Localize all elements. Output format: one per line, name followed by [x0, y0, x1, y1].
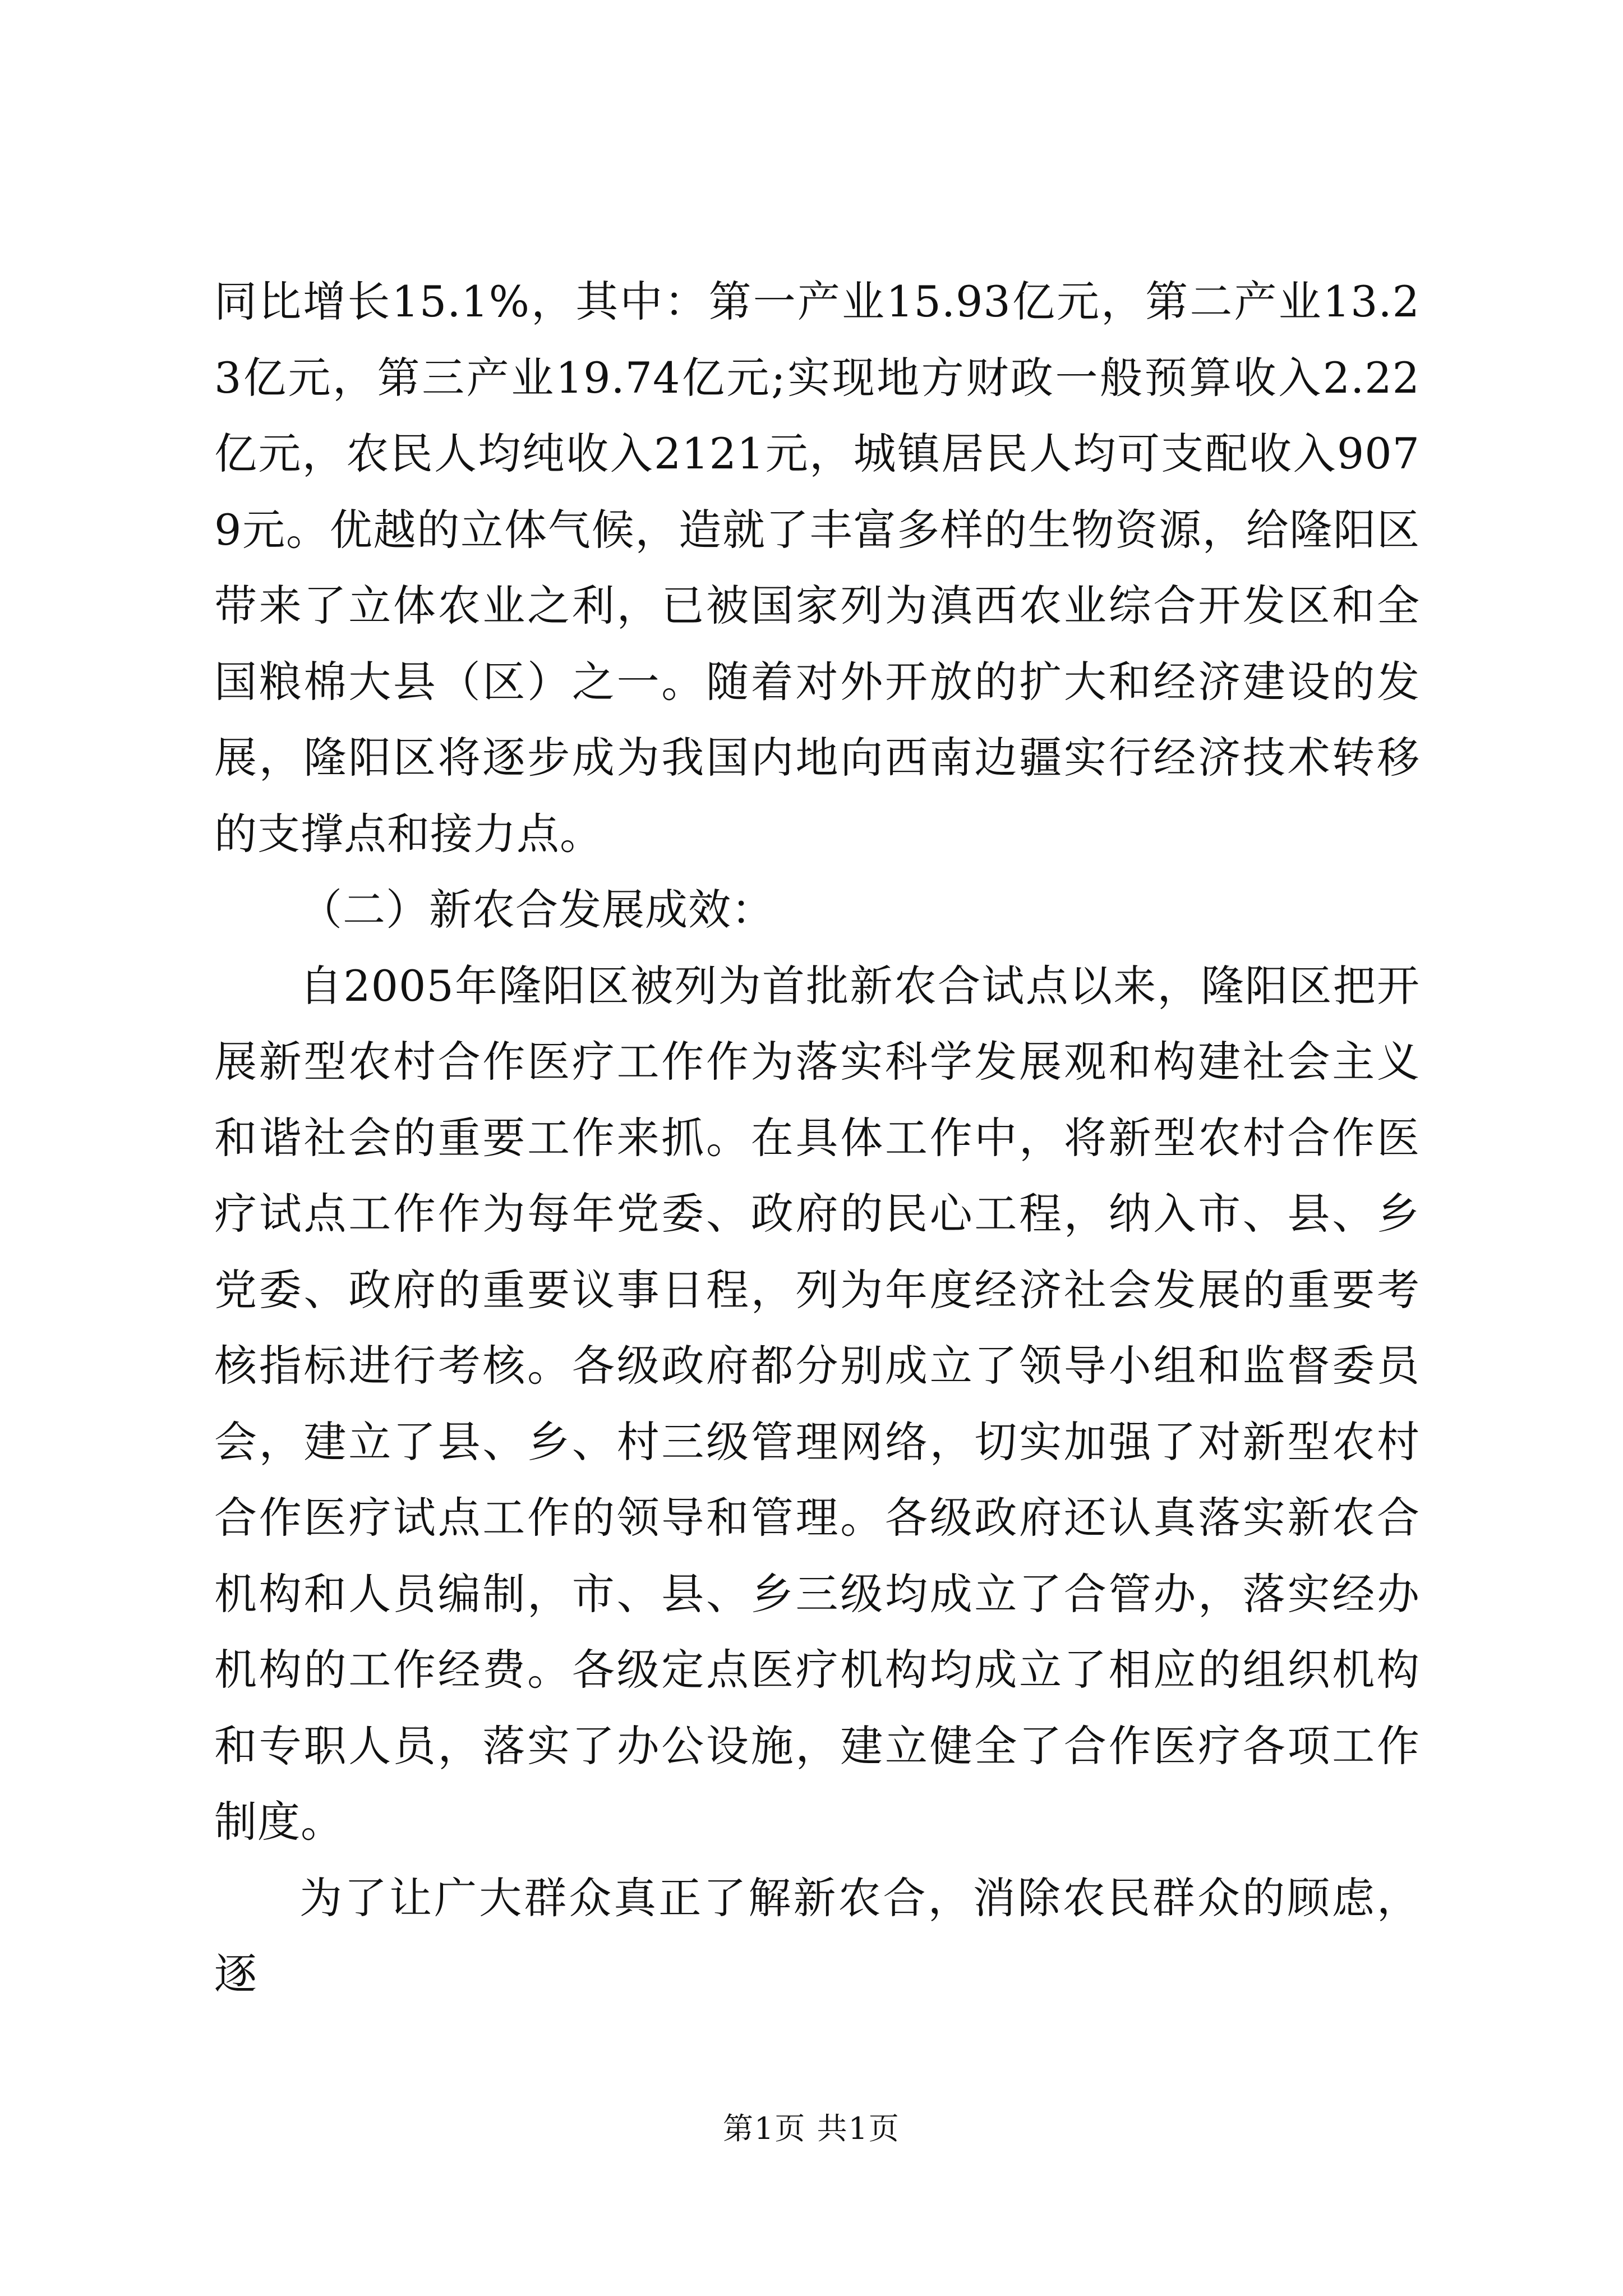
paragraph-economy-overview: 同比增长15.1%，其中：第一产业15.93亿元，第二产业13.23亿元，第三产业19.74亿元;实现地方财政一般预算收入2.22亿元，农民人均纯收入2121元，城镇居民人均可支配收入9079元。优越的立体气候，造就了丰富多样的生物资源，给隆阳区带来了立体农业之利，已被国家列为滇西农业综合开发区和全国粮棉大县（区）之一。随着对外开放的扩大和经济建设的发展，隆阳区将逐步成为我国内地向西南边疆实行经济技术转移的支撑点和接力点。: [214, 277, 1420, 859]
paragraph-ncms-implementation: 自2005年隆阳区被列为首批新农合试点以来，隆阳区把开展新型农村合作医疗工作作为落实科学发展观和构建社会主义和谐社会的重要工作来抓。在具体工作中，将新型农村合作医疗试点工作作为每年党委、政府的民心工程，纳入市、县、乡党委、政府的重要议事日程，列为年度经济社会发展的重要考核指标进行考核。各级政府都分别成立了领导小组和监督委员会，建立了县、乡、村三级管理网络，切实加强了对新型农村合作医疗试点工作的领导和管理。各级政府还认真落实新农合机构和人员编制，市、县、乡三级均成立了合管办，落实经办机构的工作经费。各级定点医疗机构均成立了相应的组织机构和专职人员，落实了办公设施，建立健全了合作医疗各项工作制度。: [214, 960, 1420, 1847]
section-heading-ncms-results: （二）新农合发展成效：: [299, 885, 774, 935]
paragraph-ncms-publicity: 为了让广大群众真正了解新农合，消除农民群众的顾虑，逐: [214, 1872, 1420, 1999]
document-body: [214, 264, 1420, 2012]
page-footer: [0, 2109, 1623, 2148]
page-number-label: 第1页 共1页: [723, 2111, 900, 2146]
